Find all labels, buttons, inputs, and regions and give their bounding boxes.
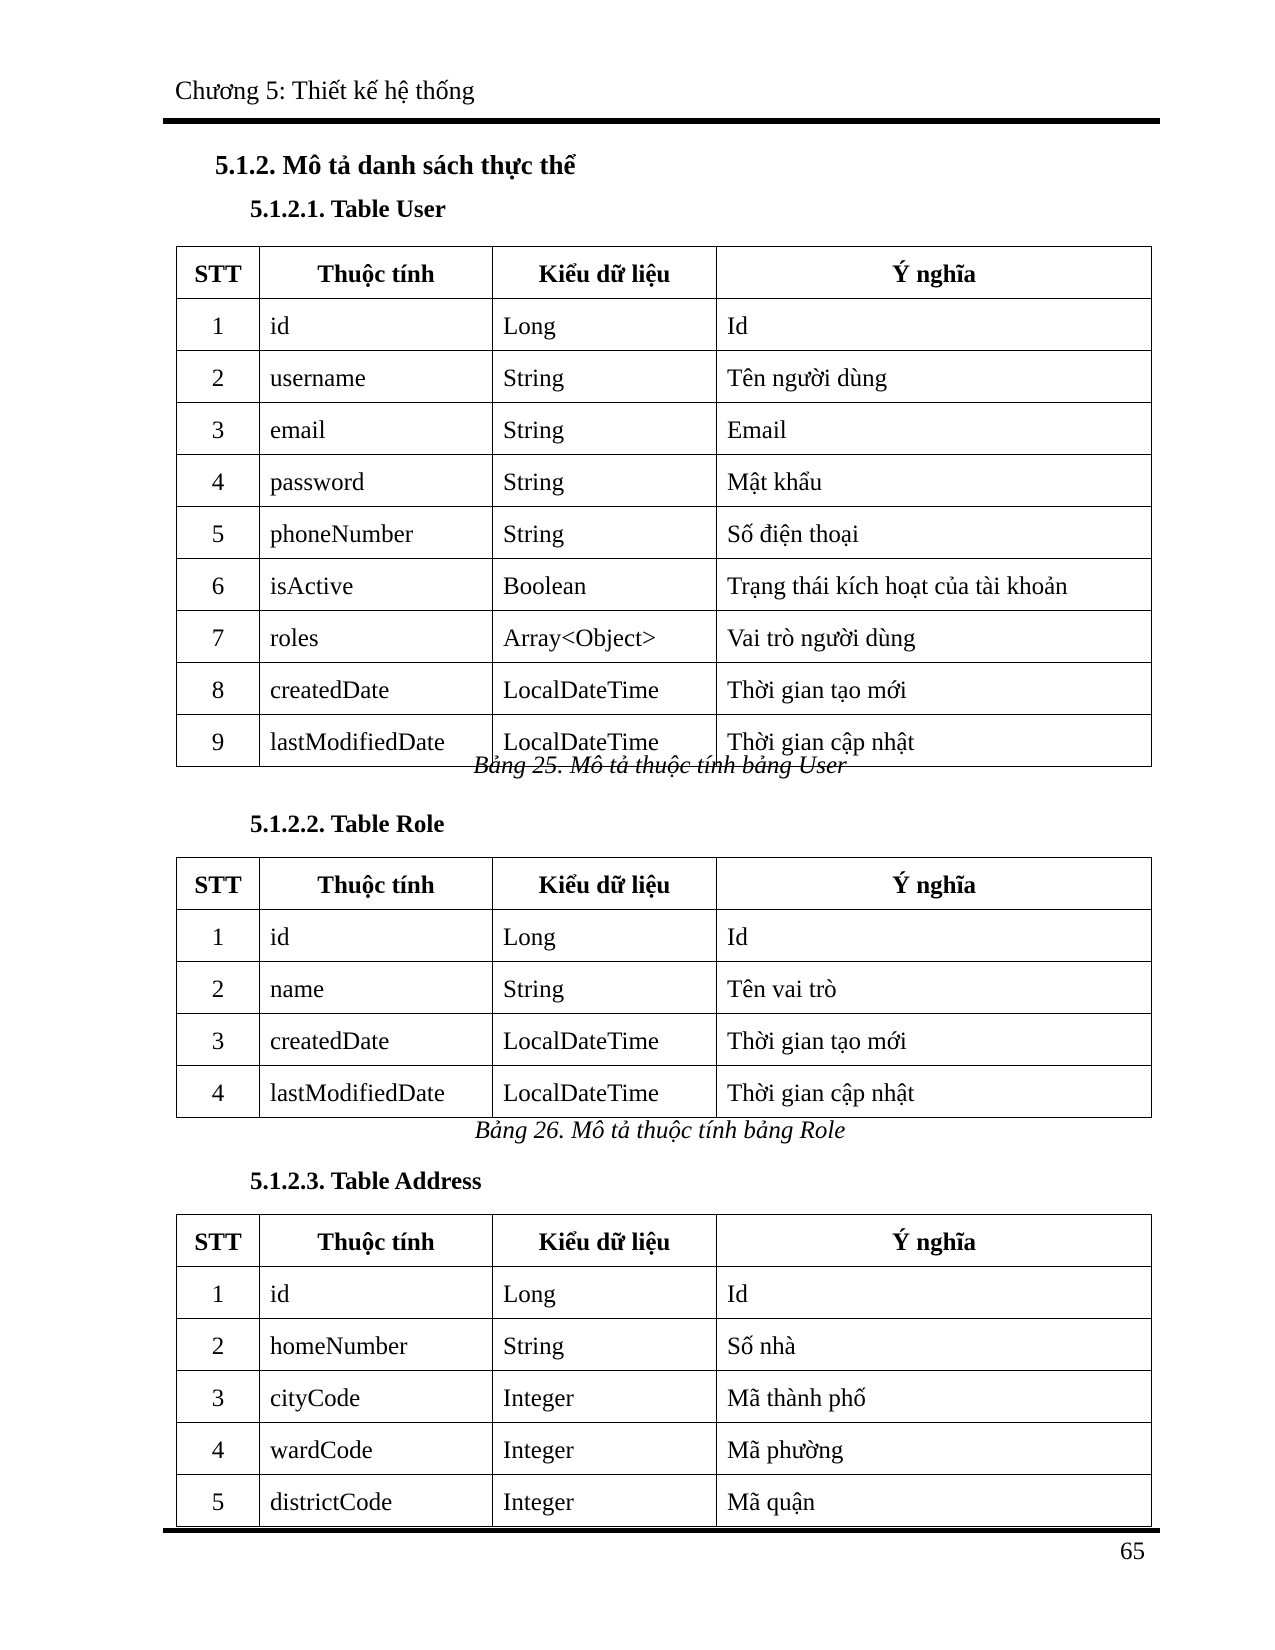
table-user-caption: Bảng 25. Mô tả thuộc tính bảng User <box>473 752 847 779</box>
cell-stt: 1 <box>177 1267 260 1319</box>
table-row <box>177 1014 1152 1066</box>
cell-datatype: String <box>493 403 717 455</box>
cell-attribute: username <box>260 351 493 403</box>
table-header-row <box>177 247 1152 299</box>
cell-stt: 4 <box>177 455 260 507</box>
table-role-caption: Bảng 26. Mô tả thuộc tính bảng Role <box>474 1117 846 1144</box>
section-title: 5.1.2. Mô tả danh sách thực thể <box>215 150 576 180</box>
table-user-heading: 5.1.2.1. Table User <box>250 196 446 223</box>
col-header-attribute: Thuộc tính <box>260 858 493 910</box>
cell-datatype: Integer <box>493 1423 717 1475</box>
table-row <box>177 1066 1152 1118</box>
col-header-stt: STT <box>177 247 260 299</box>
table-row <box>177 299 1152 351</box>
cell-stt: 5 <box>177 507 260 559</box>
cell-attribute: wardCode <box>260 1423 493 1475</box>
cell-datatype: Integer <box>493 1371 717 1423</box>
col-header-datatype: Kiểu dữ liệu <box>493 247 717 299</box>
cell-stt: 3 <box>177 1014 260 1066</box>
cell-datatype: String <box>493 962 717 1014</box>
cell-stt: 2 <box>177 1319 260 1371</box>
table-row <box>177 1475 1152 1527</box>
cell-meaning: Tên vai trò <box>717 962 1152 1014</box>
cell-attribute: name <box>260 962 493 1014</box>
col-header-attribute: Thuộc tính <box>260 247 493 299</box>
table-row <box>177 1423 1152 1475</box>
cell-meaning: Mã phường <box>717 1423 1152 1475</box>
cell-stt: 3 <box>177 403 260 455</box>
table-header-row <box>177 1215 1152 1267</box>
table-role-heading: 5.1.2.2. Table Role <box>250 811 445 838</box>
cell-datatype: Long <box>493 910 717 962</box>
page-number: 65 <box>1120 1538 1145 1565</box>
footer-rule <box>163 1528 1160 1533</box>
cell-meaning: Thời gian cập nhật <box>717 715 1152 767</box>
cell-attribute: id <box>260 910 493 962</box>
cell-stt: 6 <box>177 559 260 611</box>
cell-meaning: Mã quận <box>717 1475 1152 1527</box>
table-address <box>176 1214 1152 1527</box>
cell-attribute: lastModifiedDate <box>260 715 493 767</box>
cell-meaning: Id <box>717 299 1152 351</box>
table-row <box>177 507 1152 559</box>
table-header-row <box>177 858 1152 910</box>
cell-meaning: Trạng thái kích hoạt của tài khoản <box>717 559 1152 611</box>
cell-stt: 1 <box>177 910 260 962</box>
cell-meaning: Mã thành phố <box>717 1371 1152 1423</box>
table-row <box>177 1319 1152 1371</box>
table-row <box>177 559 1152 611</box>
cell-stt: 5 <box>177 1475 260 1527</box>
cell-attribute: id <box>260 299 493 351</box>
cell-datatype: LocalDateTime <box>493 663 717 715</box>
table-row <box>177 663 1152 715</box>
cell-meaning: Id <box>717 910 1152 962</box>
chapter-header: Chương 5: Thiết kế hệ thống <box>175 76 475 105</box>
cell-datatype: Array<Object> <box>493 611 717 663</box>
cell-attribute: createdDate <box>260 1014 493 1066</box>
cell-meaning: Vai trò người dùng <box>717 611 1152 663</box>
cell-datatype: String <box>493 507 717 559</box>
table-row <box>177 962 1152 1014</box>
table-row <box>177 455 1152 507</box>
table-row <box>177 1267 1152 1319</box>
col-header-stt: STT <box>177 1215 260 1267</box>
cell-stt: 4 <box>177 1066 260 1118</box>
cell-datatype: LocalDateTime <box>493 715 717 767</box>
cell-meaning: Thời gian tạo mới <box>717 1014 1152 1066</box>
cell-meaning: Tên người dùng <box>717 351 1152 403</box>
col-header-datatype: Kiểu dữ liệu <box>493 858 717 910</box>
cell-meaning: Thời gian tạo mới <box>717 663 1152 715</box>
col-header-stt: STT <box>177 858 260 910</box>
cell-attribute: password <box>260 455 493 507</box>
table-row <box>177 1371 1152 1423</box>
cell-datatype: Integer <box>493 1475 717 1527</box>
cell-stt: 9 <box>177 715 260 767</box>
table-row <box>177 351 1152 403</box>
cell-meaning: Mật khẩu <box>717 455 1152 507</box>
col-header-meaning: Ý nghĩa <box>717 858 1152 910</box>
col-header-meaning: Ý nghĩa <box>717 1215 1152 1267</box>
col-header-attribute: Thuộc tính <box>260 1215 493 1267</box>
header-rule <box>163 118 1160 124</box>
col-header-datatype: Kiểu dữ liệu <box>493 1215 717 1267</box>
cell-stt: 4 <box>177 1423 260 1475</box>
cell-meaning: Thời gian cập nhật <box>717 1066 1152 1118</box>
cell-attribute: lastModifiedDate <box>260 1066 493 1118</box>
cell-datatype: LocalDateTime <box>493 1014 717 1066</box>
cell-datatype: Long <box>493 299 717 351</box>
cell-stt: 8 <box>177 663 260 715</box>
cell-datatype: String <box>493 455 717 507</box>
cell-datatype: LocalDateTime <box>493 1066 717 1118</box>
cell-attribute: homeNumber <box>260 1319 493 1371</box>
col-header-meaning: Ý nghĩa <box>717 247 1152 299</box>
table-role <box>176 857 1152 1118</box>
cell-attribute: isActive <box>260 559 493 611</box>
cell-attribute: roles <box>260 611 493 663</box>
cell-meaning: Email <box>717 403 1152 455</box>
table-row <box>177 611 1152 663</box>
cell-meaning: Số nhà <box>717 1319 1152 1371</box>
table-address-heading: 5.1.2.3. Table Address <box>250 1168 482 1195</box>
cell-stt: 3 <box>177 1371 260 1423</box>
cell-attribute: districtCode <box>260 1475 493 1527</box>
cell-stt: 7 <box>177 611 260 663</box>
cell-datatype: Long <box>493 1267 717 1319</box>
cell-meaning: Số điện thoại <box>717 507 1152 559</box>
cell-stt: 1 <box>177 299 260 351</box>
table-row <box>177 403 1152 455</box>
cell-meaning: Id <box>717 1267 1152 1319</box>
cell-attribute: createdDate <box>260 663 493 715</box>
cell-stt: 2 <box>177 351 260 403</box>
cell-attribute: phoneNumber <box>260 507 493 559</box>
cell-datatype: String <box>493 351 717 403</box>
cell-datatype: Boolean <box>493 559 717 611</box>
cell-attribute: id <box>260 1267 493 1319</box>
cell-stt: 2 <box>177 962 260 1014</box>
table-row <box>177 910 1152 962</box>
cell-attribute: email <box>260 403 493 455</box>
cell-datatype: String <box>493 1319 717 1371</box>
table-user <box>176 246 1152 767</box>
cell-attribute: cityCode <box>260 1371 493 1423</box>
